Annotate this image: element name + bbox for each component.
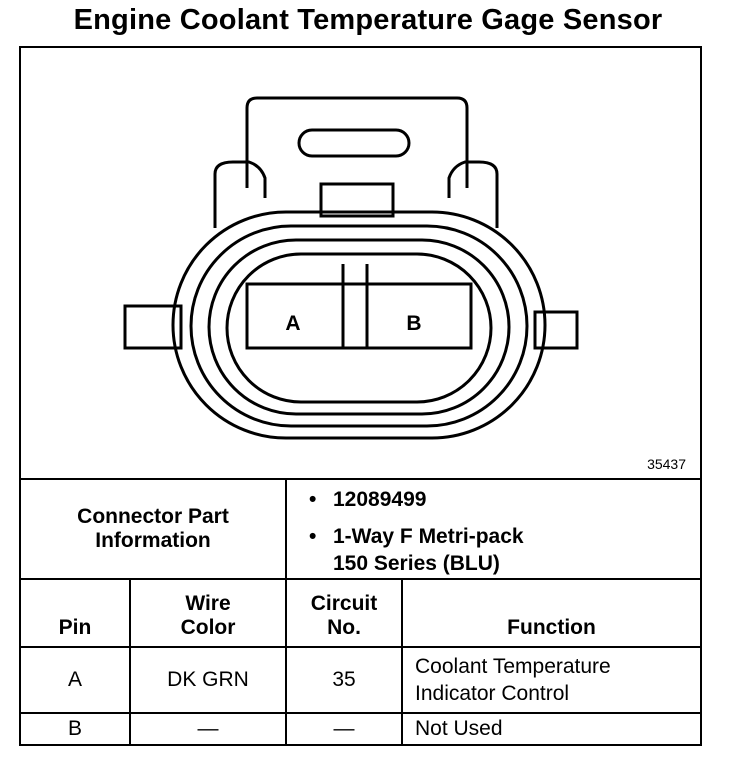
connector-type-line2: 150 Series (BLU) xyxy=(333,552,500,575)
bullet-icon: • xyxy=(309,488,317,511)
header-function: Function xyxy=(507,616,596,639)
header-wire-color xyxy=(131,580,285,646)
row-a-pin: A xyxy=(67,668,82,691)
part-number-row xyxy=(309,486,524,513)
housing-ring-3 xyxy=(209,240,509,414)
connector-info-label-line1: Connector Part xyxy=(77,505,229,528)
row-a-function xyxy=(403,648,700,712)
connector-info-label-line2: Information xyxy=(95,529,211,552)
info-divider xyxy=(285,478,287,578)
pin-label-b: B xyxy=(406,312,422,335)
connector-type-row xyxy=(309,523,524,577)
row-a-function-line2: Indicator Control xyxy=(415,682,570,705)
housing-ring-4 xyxy=(227,254,491,402)
row-a-circuit: 35 xyxy=(332,668,356,691)
header-pin: Pin xyxy=(58,616,92,639)
figure-number: 35437 xyxy=(647,456,686,472)
connector-drawing xyxy=(21,48,700,480)
connector-type xyxy=(333,523,524,577)
bullet-icon: • xyxy=(309,525,317,548)
header-circuit-line2: No. xyxy=(327,616,361,639)
row-a-wire: DK GRN xyxy=(167,668,249,691)
connector-info-label xyxy=(21,480,285,578)
connector-type-line1: 1-Way F Metri-pack xyxy=(333,525,524,548)
diagram-title: Engine Coolant Temperature Gage Sensor xyxy=(73,4,663,36)
row-b-circuit: — xyxy=(333,717,355,740)
pin-label-a: A xyxy=(285,312,301,335)
header-wire-line1: Wire xyxy=(185,592,231,615)
housing-shoulder-left xyxy=(215,162,265,228)
diagram-frame xyxy=(19,46,702,746)
mounting-ear-right xyxy=(535,312,577,348)
row-b-function: Not Used xyxy=(415,717,503,740)
connector-info-list xyxy=(309,486,524,577)
row-b-wire: — xyxy=(197,717,219,740)
header-circuit-line1: Circuit xyxy=(310,592,378,615)
row-b-pin: B xyxy=(67,717,82,740)
header-circuit-no xyxy=(287,580,401,646)
latch-slot xyxy=(299,130,409,156)
connector-latch xyxy=(247,98,467,188)
part-number: 12089499 xyxy=(333,488,427,511)
header-wire-line2: Color xyxy=(180,616,236,639)
row-a-function-line1: Coolant Temperature xyxy=(415,655,611,678)
terminal-cavity xyxy=(247,284,471,348)
